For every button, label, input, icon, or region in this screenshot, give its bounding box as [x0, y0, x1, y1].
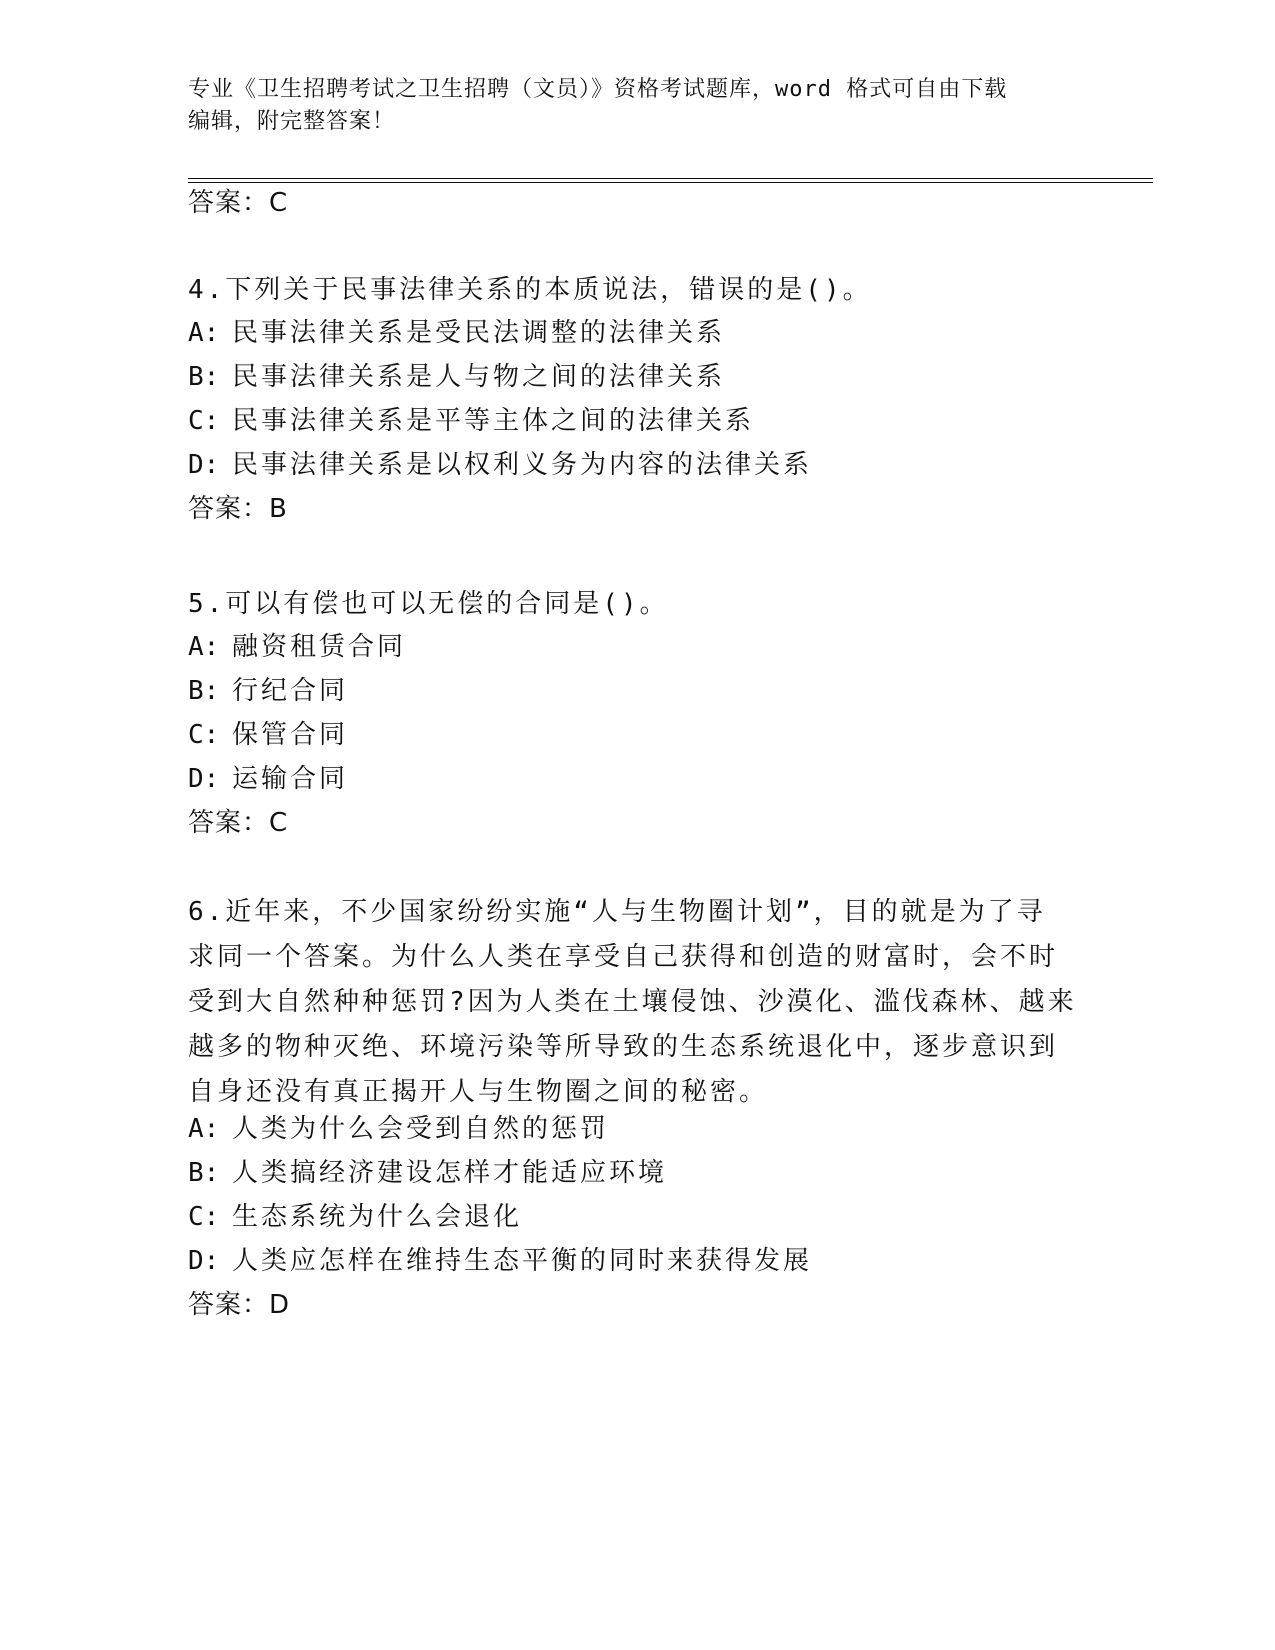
- option-letter: C:: [188, 720, 220, 750]
- option-letter: B:: [188, 676, 220, 706]
- option-text: 民事法律关系是人与物之间的法律关系: [232, 362, 726, 392]
- question-5-answer: 答案：C: [188, 808, 289, 838]
- question-6-text: [188, 890, 1088, 1115]
- question-6-option-a: [188, 1112, 1088, 1146]
- option-letter: D:: [188, 1246, 220, 1276]
- question-6-option-b: [188, 1156, 1088, 1190]
- option-letter: B:: [188, 362, 220, 392]
- question-6-answer: 答案：D: [188, 1290, 291, 1320]
- option-text: 民事法律关系是受民法调整的法律关系: [232, 318, 726, 348]
- option-text: 人类搞经济建设怎样才能适应环境: [232, 1158, 668, 1188]
- header-line-1: 专业《卫生招聘考试之卫生招聘（文员）》资格考试题库，word 格式可自由下载: [188, 77, 1008, 102]
- question-5-option-d: [188, 762, 1088, 796]
- header-divider-bottom: [188, 182, 1153, 183]
- option-letter: D:: [188, 764, 220, 794]
- question-6-line-2: 求同一个答案。为什么人类在享受自己获得和创造的财富时，会不时: [188, 942, 1059, 972]
- header-line-2: 编辑，附完整答案！: [188, 109, 396, 134]
- question-5-text: 5.可以有偿也可以无偿的合同是()。: [188, 589, 669, 619]
- option-text: 行纪合同: [232, 676, 349, 706]
- document-header: [188, 74, 1068, 138]
- option-text: 保管合同: [232, 720, 349, 750]
- question-4-answer: 答案：B: [188, 494, 288, 524]
- option-text: 融资租赁合同: [232, 632, 407, 662]
- question-6-line-4: 越多的物种灭绝、环境污染等所导致的生态系统退化中，逐步意识到: [188, 1032, 1059, 1062]
- question-4-option-c: [188, 404, 1088, 438]
- option-text: 民事法律关系是以权利义务为内容的法律关系: [232, 450, 813, 480]
- option-letter: C:: [188, 406, 220, 436]
- question-4-text: 4.下列关于民事法律关系的本质说法，错误的是()。: [188, 275, 872, 305]
- question-5-option-c: [188, 718, 1088, 752]
- option-text: 人类为什么会受到自然的惩罚: [232, 1114, 610, 1144]
- option-text: 运输合同: [232, 764, 349, 794]
- question-5-option-b: [188, 674, 1088, 708]
- option-letter: C:: [188, 1202, 220, 1232]
- question-5-option-a: [188, 630, 1088, 664]
- question-6-line-1: 6.近年来，不少国家纷纷实施“人与生物圈计划”，目的就是为了寻: [188, 897, 1046, 927]
- answer-previous: 答案：C: [188, 188, 289, 218]
- question-6-line-3: 受到大自然种种惩罚?因为人类在土壤侵蚀、沙漠化、滥伐森林、越来: [188, 987, 1077, 1017]
- question-4-option-d: [188, 448, 1088, 482]
- option-text: 生态系统为什么会退化: [232, 1202, 523, 1232]
- header-divider-top: [188, 178, 1153, 179]
- option-letter: A:: [188, 632, 220, 662]
- option-letter: D:: [188, 450, 220, 480]
- question-6-option-c: [188, 1200, 1088, 1234]
- option-text: 民事法律关系是平等主体之间的法律关系: [232, 406, 755, 436]
- option-letter: A:: [188, 1114, 220, 1144]
- question-4-option-b: [188, 360, 1088, 394]
- option-letter: A:: [188, 318, 220, 348]
- option-letter: B:: [188, 1158, 220, 1188]
- question-6-option-d: [188, 1244, 1088, 1278]
- question-4-option-a: [188, 316, 1088, 350]
- option-text: 人类应怎样在维持生态平衡的同时来获得发展: [232, 1246, 813, 1276]
- question-6-line-5: 自身还没有真正揭开人与生物圈之间的秘密。: [188, 1077, 769, 1107]
